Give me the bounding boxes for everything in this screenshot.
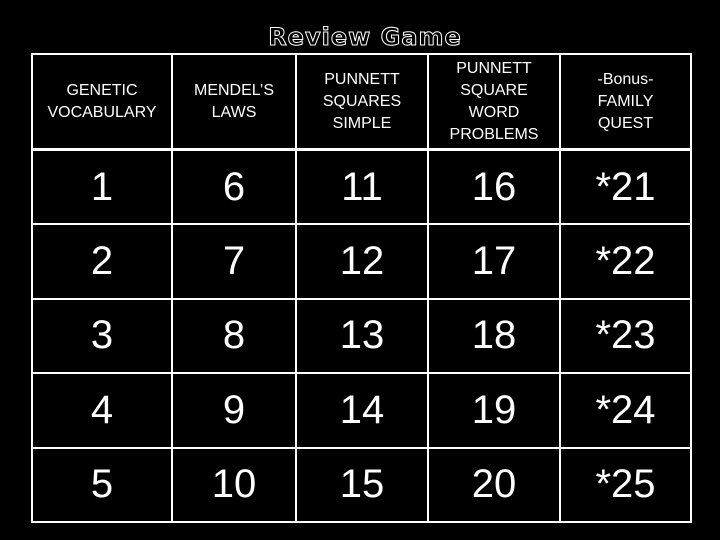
question-cell-9[interactable]: 9 [172, 373, 296, 447]
category-label: PUNNETT SQUARES SIMPLE [322, 70, 402, 132]
question-cell-15[interactable]: 15 [296, 448, 428, 522]
category-genetic-vocabulary [32, 54, 172, 150]
question-cell-19[interactable]: 19 [428, 373, 560, 447]
question-cell-21[interactable]: *21 [560, 150, 691, 225]
category-bonus-family-quest [560, 54, 691, 150]
question-cell-7[interactable]: 7 [172, 224, 296, 298]
category-punnett-squares-simple [296, 54, 428, 150]
category-label: MENDEL’S LAWS [193, 81, 275, 121]
question-cell-14[interactable]: 14 [296, 373, 428, 447]
question-cell-20[interactable]: 20 [428, 448, 560, 522]
category-label: PUNNETT SQUARE WORD PROBLEMS [449, 59, 539, 143]
question-row [32, 299, 691, 373]
category-label: -Bonus- FAMILY QUEST [597, 70, 654, 132]
question-row [32, 373, 691, 447]
question-cell-1[interactable]: 1 [32, 150, 172, 225]
question-cell-24[interactable]: *24 [560, 373, 691, 447]
question-cell-8[interactable]: 8 [172, 299, 296, 373]
question-cell-5[interactable]: 5 [32, 448, 172, 522]
category-label: GENETIC VOCABULARY [47, 81, 157, 121]
question-cell-18[interactable]: 18 [428, 299, 560, 373]
question-cell-6[interactable]: 6 [172, 150, 296, 225]
question-cell-10[interactable]: 10 [172, 448, 296, 522]
category-mendels-laws [172, 54, 296, 150]
question-cell-25[interactable]: *25 [560, 448, 691, 522]
question-cell-17[interactable]: 17 [428, 224, 560, 298]
question-cell-13[interactable]: 13 [296, 299, 428, 373]
question-cell-12[interactable]: 12 [296, 224, 428, 298]
game-title: Review Game [268, 23, 462, 51]
question-row [32, 448, 691, 522]
question-cell-4[interactable]: 4 [32, 373, 172, 447]
question-row [32, 150, 691, 225]
question-cell-11[interactable]: 11 [296, 150, 428, 225]
question-cell-23[interactable]: *23 [560, 299, 691, 373]
category-header-row [32, 54, 691, 150]
question-cell-3[interactable]: 3 [32, 299, 172, 373]
question-cell-2[interactable]: 2 [32, 224, 172, 298]
question-row [32, 224, 691, 298]
question-cell-16[interactable]: 16 [428, 150, 560, 225]
game-board [31, 53, 692, 523]
question-cell-22[interactable]: *22 [560, 224, 691, 298]
category-punnett-square-word-problems [428, 54, 560, 150]
